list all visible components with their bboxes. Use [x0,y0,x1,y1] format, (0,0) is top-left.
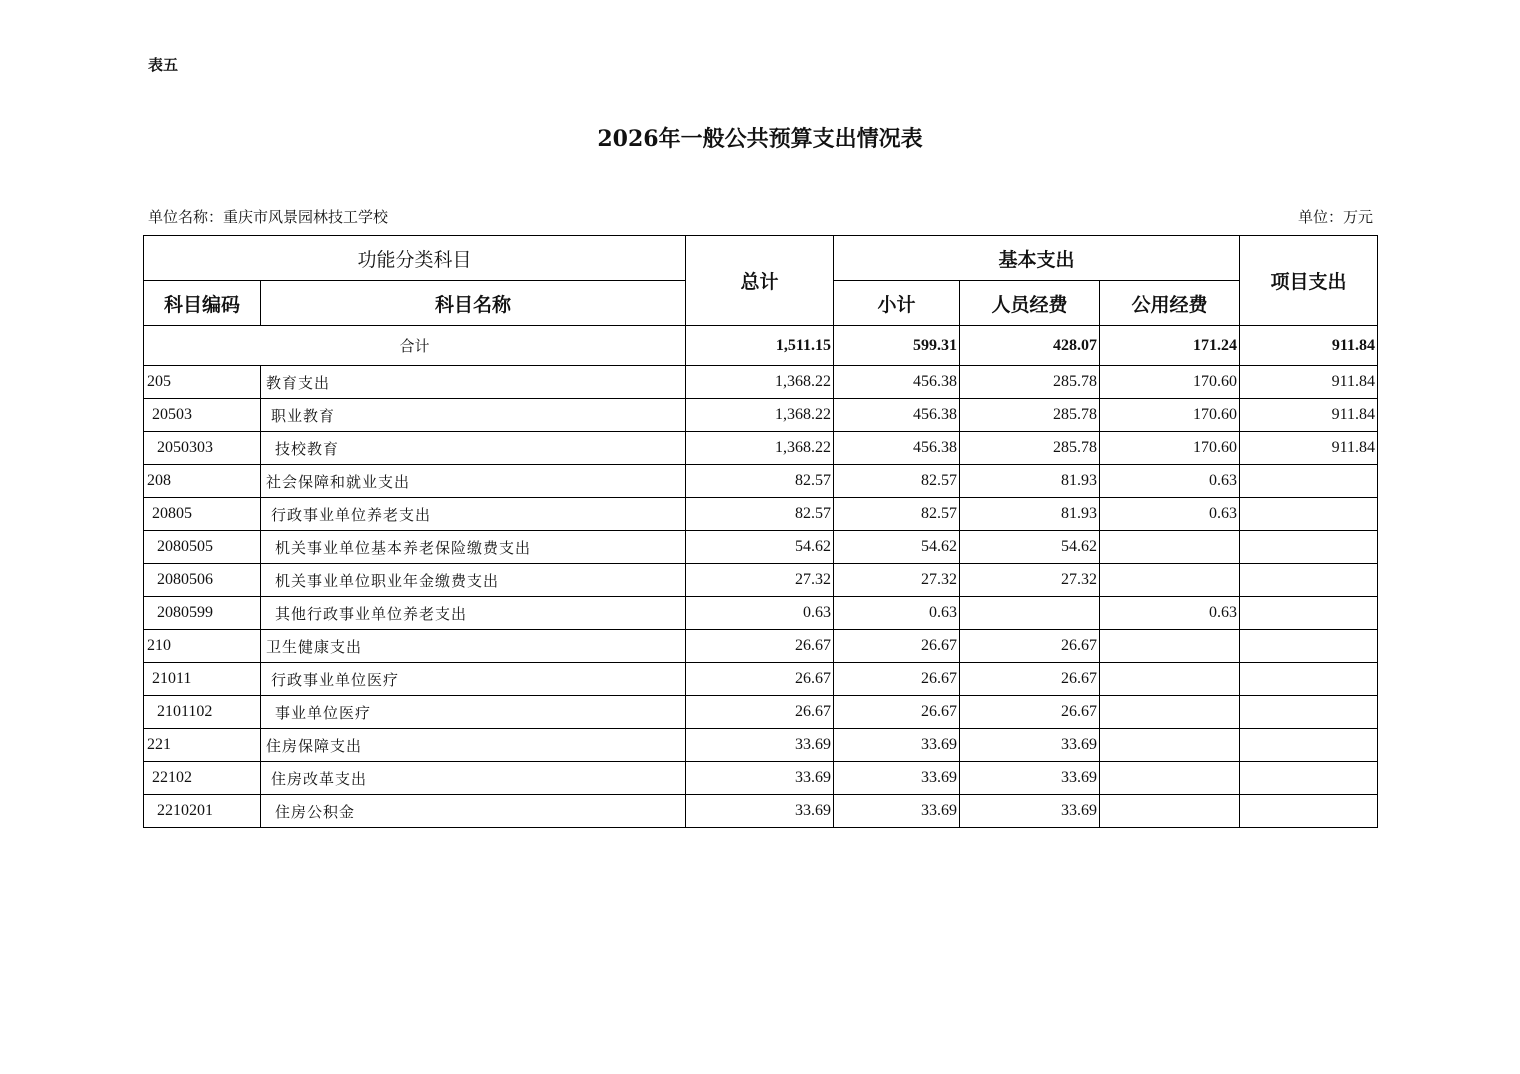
total-row [144,326,1378,366]
total-personnel: 428.07 [960,326,1100,366]
row-project [1240,630,1378,663]
total-total: 1,511.15 [686,326,834,366]
header-personnel: 人员经费 [960,281,1100,326]
row-name: 机关事业单位职业年金缴费支出 [261,564,686,597]
row-project [1240,564,1378,597]
table-row [144,564,1378,597]
row-code: 208 [144,465,261,498]
row-personnel: 285.78 [960,399,1100,432]
row-personnel: 26.67 [960,630,1100,663]
row-subtotal: 26.67 [834,630,960,663]
row-code: 2050303 [144,432,261,465]
table-row [144,531,1378,564]
row-personnel: 285.78 [960,366,1100,399]
row-subtotal: 33.69 [834,762,960,795]
row-public [1100,696,1240,729]
row-name: 事业单位医疗 [261,696,686,729]
row-project [1240,795,1378,828]
table-row [144,498,1378,531]
row-total: 1,368.22 [686,399,834,432]
table-row [144,432,1378,465]
row-subtotal: 54.62 [834,531,960,564]
row-code: 210 [144,630,261,663]
row-name: 行政事业单位医疗 [261,663,686,696]
row-total: 33.69 [686,762,834,795]
row-personnel: 26.67 [960,663,1100,696]
row-project [1240,498,1378,531]
table-row [144,399,1378,432]
table-row [144,597,1378,630]
row-code: 20503 [144,399,261,432]
row-personnel: 285.78 [960,432,1100,465]
row-personnel: 33.69 [960,729,1100,762]
row-total: 82.57 [686,498,834,531]
row-code: 2101102 [144,696,261,729]
page-title: 2026年一般公共预算支出情况表 [597,126,923,152]
row-personnel [960,597,1100,630]
row-project: 911.84 [1240,432,1378,465]
header-name: 科目名称 [261,281,686,326]
row-name: 住房公积金 [261,795,686,828]
row-name: 住房改革支出 [261,762,686,795]
header-code: 科目编码 [144,281,261,326]
row-name: 职业教育 [261,399,686,432]
row-public [1100,531,1240,564]
table-number: 表五 [148,56,179,74]
row-code: 205 [144,366,261,399]
row-public [1100,795,1240,828]
header-function-category: 功能分类科目 [144,236,686,281]
total-project: 911.84 [1240,326,1378,366]
table-row [144,366,1378,399]
row-code: 2080599 [144,597,261,630]
row-project [1240,663,1378,696]
row-public: 0.63 [1100,498,1240,531]
header-row-1 [144,236,1378,281]
table-row [144,630,1378,663]
header-total: 总计 [686,236,834,326]
row-name: 社会保障和就业支出 [261,465,686,498]
row-code: 21011 [144,663,261,696]
row-project [1240,696,1378,729]
row-subtotal: 33.69 [834,795,960,828]
row-name: 机关事业单位基本养老保险缴费支出 [261,531,686,564]
row-public: 0.63 [1100,465,1240,498]
table-row [144,762,1378,795]
row-subtotal: 82.57 [834,498,960,531]
row-name: 住房保障支出 [261,729,686,762]
currency-unit-label: 单位：万元 [1297,208,1373,226]
budget-expenditure-table [143,235,1378,828]
row-code: 20805 [144,498,261,531]
row-total: 1,368.22 [686,432,834,465]
table-row [144,696,1378,729]
table-row [144,729,1378,762]
row-personnel: 27.32 [960,564,1100,597]
row-total: 54.62 [686,531,834,564]
row-personnel: 81.93 [960,498,1100,531]
row-code: 2210201 [144,795,261,828]
row-subtotal: 82.57 [834,465,960,498]
header-public: 公用经费 [1100,281,1240,326]
row-personnel: 54.62 [960,531,1100,564]
row-public: 170.60 [1100,432,1240,465]
row-subtotal: 456.38 [834,366,960,399]
row-code: 2080506 [144,564,261,597]
row-subtotal: 27.32 [834,564,960,597]
row-public [1100,564,1240,597]
row-project [1240,597,1378,630]
row-code: 2080505 [144,531,261,564]
row-project [1240,729,1378,762]
row-public [1100,630,1240,663]
row-project: 911.84 [1240,399,1378,432]
row-subtotal: 26.67 [834,696,960,729]
row-personnel: 33.69 [960,795,1100,828]
total-subtotal: 599.31 [834,326,960,366]
row-subtotal: 26.67 [834,663,960,696]
row-subtotal: 0.63 [834,597,960,630]
table-row [144,465,1378,498]
row-total: 33.69 [686,729,834,762]
table-row [144,663,1378,696]
row-public [1100,663,1240,696]
row-project [1240,531,1378,564]
row-personnel: 33.69 [960,762,1100,795]
row-name: 其他行政事业单位养老支出 [261,597,686,630]
row-total: 0.63 [686,597,834,630]
row-total: 1,368.22 [686,366,834,399]
row-public: 170.60 [1100,399,1240,432]
row-subtotal: 456.38 [834,432,960,465]
header-subtotal: 小计 [834,281,960,326]
row-public: 170.60 [1100,366,1240,399]
row-code: 221 [144,729,261,762]
row-project [1240,465,1378,498]
row-name: 卫生健康支出 [261,630,686,663]
row-name: 行政事业单位养老支出 [261,498,686,531]
row-name: 技校教育 [261,432,686,465]
header-basic-expense: 基本支出 [834,236,1240,281]
row-public [1100,729,1240,762]
row-total: 27.32 [686,564,834,597]
row-personnel: 81.93 [960,465,1100,498]
row-name: 教育支出 [261,366,686,399]
row-code: 22102 [144,762,261,795]
row-project: 911.84 [1240,366,1378,399]
row-total: 26.67 [686,663,834,696]
row-project [1240,762,1378,795]
table-row [144,795,1378,828]
total-label: 合计 [144,326,686,366]
unit-name-label: 单位名称：重庆市风景园林技工学校 [148,208,389,226]
header-project-expense: 项目支出 [1240,236,1378,326]
row-total: 33.69 [686,795,834,828]
row-public: 0.63 [1100,597,1240,630]
row-personnel: 26.67 [960,696,1100,729]
row-total: 82.57 [686,465,834,498]
total-public: 171.24 [1100,326,1240,366]
row-public [1100,762,1240,795]
row-subtotal: 33.69 [834,729,960,762]
row-subtotal: 456.38 [834,399,960,432]
row-total: 26.67 [686,630,834,663]
row-total: 26.67 [686,696,834,729]
